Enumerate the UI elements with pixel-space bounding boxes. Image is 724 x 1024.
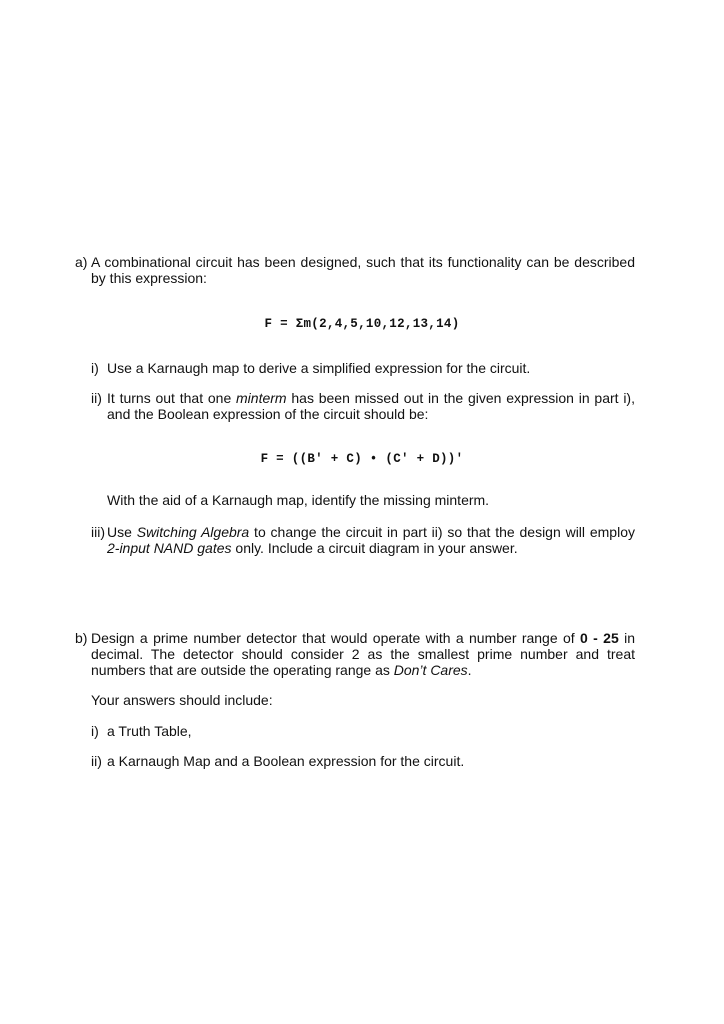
part-b-line1-post: in xyxy=(618,630,635,646)
part-a-iii-line1 xyxy=(107,524,635,540)
part-b-line3-post: . xyxy=(467,662,472,678)
part-a-iii-line1-pre: Use xyxy=(107,524,137,540)
part-b-ii-label: ii) xyxy=(91,753,102,769)
part-a-iii-line2 xyxy=(107,540,635,556)
part-a-intro-line2: by this expression: xyxy=(91,270,207,286)
part-b-line3-pre: numbers that are outside the operating range as xyxy=(91,662,394,678)
part-b-ii-text: a Karnaugh Map and a Boolean expression for the circuit. xyxy=(107,753,465,769)
part-a-ii-line2: and the Boolean expression of the circuit should be: xyxy=(107,406,429,422)
part-b-label: b) xyxy=(75,630,88,646)
part-a-iii-line1-post: to change the circuit in part ii) so that the design will employ xyxy=(249,524,635,540)
part-b-answers-intro: Your answers should include: xyxy=(91,692,273,708)
part-a-intro-line1: A combinational circuit has been designed, such that its functionality can be described xyxy=(91,254,635,270)
expression-minterms: F = Σm(2,4,5,10,12,13,14) xyxy=(264,317,460,331)
switching-algebra-term: Switching Algebra xyxy=(136,524,250,540)
expression-boolean: F = ((B′ + C) • (C′ + D))′ xyxy=(260,452,464,466)
part-a-iii-line2-post: only. Include a circuit diagram in your answer. xyxy=(231,540,518,556)
part-a-i-label: i) xyxy=(91,360,99,376)
part-a-label: a) xyxy=(75,254,88,270)
part-a-ii-line1-post: has been missed out in the given expression in part i), xyxy=(286,390,635,406)
part-a-ii-followup: With the aid of a Karnaugh map, identify the missing minterm. xyxy=(107,492,490,508)
part-b-line1 xyxy=(91,630,635,646)
part-a-i-text: Use a Karnaugh map to derive a simplified expression for the circuit. xyxy=(107,360,531,376)
part-b-i-label: i) xyxy=(91,723,99,739)
part-a-ii-label: ii) xyxy=(91,390,102,406)
nand-gates-term: 2-input NAND gates xyxy=(107,540,232,556)
part-a-ii-line1 xyxy=(107,390,635,406)
part-b-i-text: a Truth Table, xyxy=(107,723,192,739)
minterm-term: minterm xyxy=(236,390,287,406)
part-b-line3 xyxy=(91,662,635,678)
part-a-ii-line1-pre: It turns out that one xyxy=(107,390,237,406)
part-b-line1-pre: Design a prime number detector that would operate with a number range of xyxy=(91,630,581,646)
part-a-iii-label: iii) xyxy=(91,524,105,540)
range-value: 0 - 25 xyxy=(580,630,619,646)
part-b-line2: decimal. The detector should consider 2 as the smallest prime number and treat xyxy=(91,646,635,662)
dont-cares-term: Don’t Cares xyxy=(393,662,468,678)
